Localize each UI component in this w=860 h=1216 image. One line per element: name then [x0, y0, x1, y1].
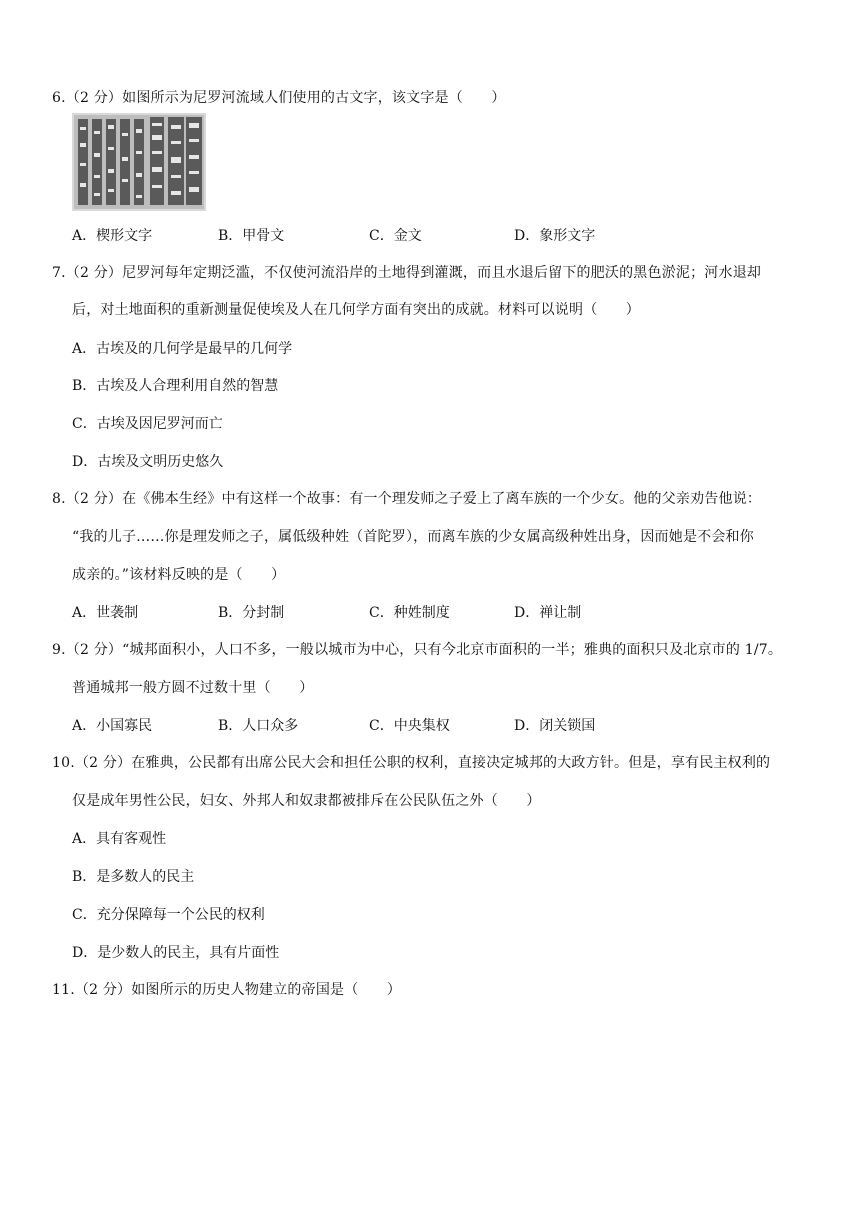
question-9-stem-cont: 普通城邦一般方圆不过数十里（ ） [72, 680, 314, 696]
option-c[interactable]: C．金文 [369, 228, 422, 244]
question-8-stem: 8.（2 分）在《佛本生经》中有这样一个故事：有一个理发师之子爱上了离车族的一个少女。他的父亲劝告他说： [52, 491, 762, 507]
question-8-stem-cont-1: “我的儿子……你是理发师之子，属低级种姓（首陀罗），而离车族的少女属高级种姓出身，因而她是不会和你 [72, 529, 754, 545]
option-c[interactable]: C．古埃及因尼罗河而亡 [72, 416, 223, 432]
option-d[interactable]: D．象形文字 [514, 228, 596, 244]
option-d[interactable]: D．古埃及文明历史悠久 [72, 454, 224, 470]
option-b[interactable]: B．分封制 [218, 605, 285, 621]
question-9-stem: 9.（2 分）“城邦面积小，人口不多，一般以城市为中心，只有今北京市面积的一半；雅典的面积只及北京市的 1/7。 [52, 642, 783, 658]
option-a[interactable]: A．古埃及的几何学是最早的几何学 [72, 341, 293, 357]
option-c[interactable]: C．种姓制度 [369, 605, 450, 621]
option-b[interactable]: B．人口众多 [218, 718, 299, 734]
option-a[interactable]: A．楔形文字 [72, 228, 153, 244]
option-b[interactable]: B．古埃及人合理利用自然的智慧 [72, 378, 279, 394]
hieroglyph-image [72, 113, 206, 211]
option-d[interactable]: D．禅让制 [514, 605, 582, 621]
option-c[interactable]: C．充分保障每一个公民的权利 [72, 907, 265, 923]
option-b[interactable]: B．甲骨文 [218, 228, 285, 244]
option-b[interactable]: B．是多数人的民主 [72, 869, 195, 885]
option-d[interactable]: D．闭关锁国 [514, 718, 596, 734]
option-a[interactable]: A．小国寡民 [72, 718, 153, 734]
question-7-stem-cont: 后，对土地面积的重新测量促使埃及人在几何学方面有突出的成就。材料可以说明（ ） [72, 302, 640, 318]
option-d[interactable]: D．是少数人的民主，具有片面性 [72, 945, 280, 961]
question-7-stem: 7.（2 分）尼罗河每年定期泛滥，不仅使河流沿岸的土地得到灌溉，而且水退后留下的肥沃的黑色淤泥；河水退却 [52, 265, 762, 281]
question-10-stem: 10.（2 分）在雅典，公民都有出席公民大会和担任公职的权利，直接决定城邦的大政方针。但是，享有民主权利的 [52, 755, 771, 771]
question-11-stem: 11.（2 分）如图所示的历史人物建立的帝国是（ ） [52, 982, 402, 998]
question-10-stem-cont: 仅是成年男性公民，妇女、外邦人和奴隶都被排斥在公民队伍之外（ ） [72, 793, 541, 809]
option-c[interactable]: C．中央集权 [369, 718, 450, 734]
question-8-stem-cont-2: 成亲的。”该材料反映的是（ ） [72, 567, 286, 583]
question-6-stem: 6.（2 分）如图所示为尼罗河流域人们使用的古文字，该文字是（ ） [52, 90, 506, 106]
option-a[interactable]: A．具有客观性 [72, 831, 167, 847]
option-a[interactable]: A．世袭制 [72, 605, 139, 621]
